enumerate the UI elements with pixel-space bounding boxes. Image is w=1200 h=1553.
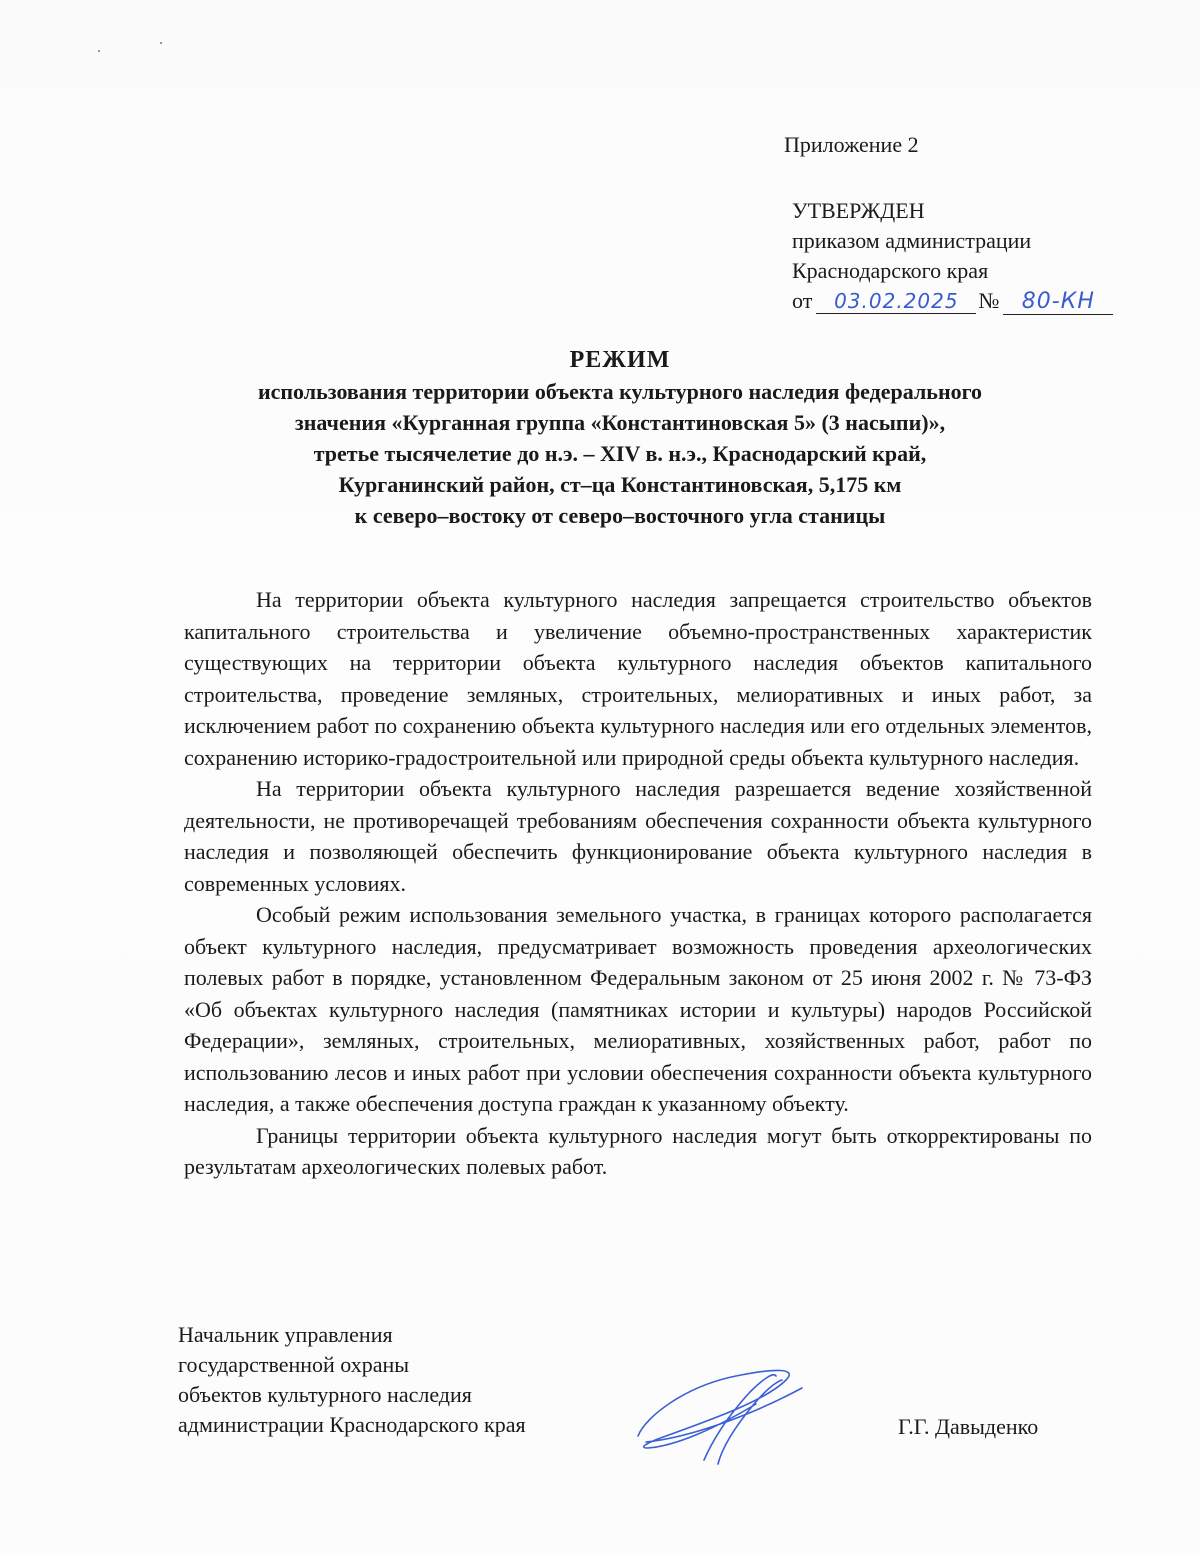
title-main: РЕЖИМ	[569, 347, 671, 373]
approved-stamp-text: УТВЕРЖДЕН	[792, 198, 925, 223]
order-date-number-line	[792, 286, 1152, 316]
handwritten-signature	[626, 1358, 806, 1468]
approval-block	[792, 196, 1152, 316]
signer-position-line: Начальник управления	[178, 1322, 393, 1347]
title-line: Курганинский район, ст–ца Константиновская, 5,175 км	[338, 472, 902, 497]
scan-speck	[98, 50, 100, 52]
signer-position-line: государственной охраны	[178, 1352, 410, 1377]
body-paragraph: Границы территории объекта культурного наследия могут быть откорректированы по результатам археологических полевых работ.	[184, 1122, 1092, 1179]
document-body	[184, 584, 1092, 1183]
scan-speck	[160, 42, 162, 44]
body-paragraph: Особый режим использования земельного участка, в границах которого располагается объект культурного наследия, предусматривает возможность проведения археологических полевых работ в порядке, установленном Федеральным законом от 25 июня 2002 г. № 73-ФЗ «Об объектах культурного наследия (памятниках истории и культуры) народов Российской Федерации», земляных, строительных, мелиоративных, хозяйственных работ, работ по использованию лесов и иных работ при условии обеспечения сохранности объекта культурного наследия, а также обеспечения доступа граждан к указанному объекту.	[184, 902, 1092, 1116]
approved-by-line2: Краснодарского края	[792, 258, 989, 283]
body-paragraph: На территории объекта культурного наследия запрещается строительство объектов капитального строительства и увеличение объемно-пространственных характеристик существующих на территории объекта культурного наследия объектов капитального строительства, проведение земляных, строительных, мелиоративных и иных работ, за исключением работ по сохранению объекта культурного наследия или его отдельных элементов, сохранению историко-градостроительной или природной среды объекта культурного наследия.	[184, 587, 1092, 770]
title-line: значения «Курганная группа «Константиновская 5» (3 насыпи)»,	[294, 410, 946, 435]
title-line: использования территории объекта культурного наследия федерального	[257, 379, 983, 404]
signer-position-line: объектов культурного наследия	[178, 1382, 472, 1407]
title-line: третье тысячелетие до н.э. – XIV в. н.э., Краснодарский край,	[313, 441, 927, 466]
handwritten-order-number: 80-КН	[1003, 290, 1113, 315]
approved-by-line1: приказом администрации	[792, 228, 1032, 253]
handwritten-date: 03.02.2025	[816, 289, 976, 314]
signer-position	[178, 1320, 526, 1440]
signer-position-line: администрации Краснодарского края	[178, 1412, 526, 1437]
title-line: к северо–востоку от северо–восточного угла станицы	[354, 503, 886, 528]
signer-name: Г.Г. Давыденко	[898, 1414, 1039, 1439]
number-prefix: №	[978, 288, 1000, 313]
body-paragraph: На территории объекта культурного наследия разрешается ведение хозяйственной деятельности, не противоречащей требованиям обеспечения сохранности объекта культурного наследия и позволяющей обеспечить функционирование объекта культурного наследия в современных условиях.	[184, 776, 1092, 896]
date-prefix: от	[792, 288, 813, 313]
appendix-label: Приложение 2	[784, 132, 919, 157]
document-title	[120, 344, 1120, 531]
